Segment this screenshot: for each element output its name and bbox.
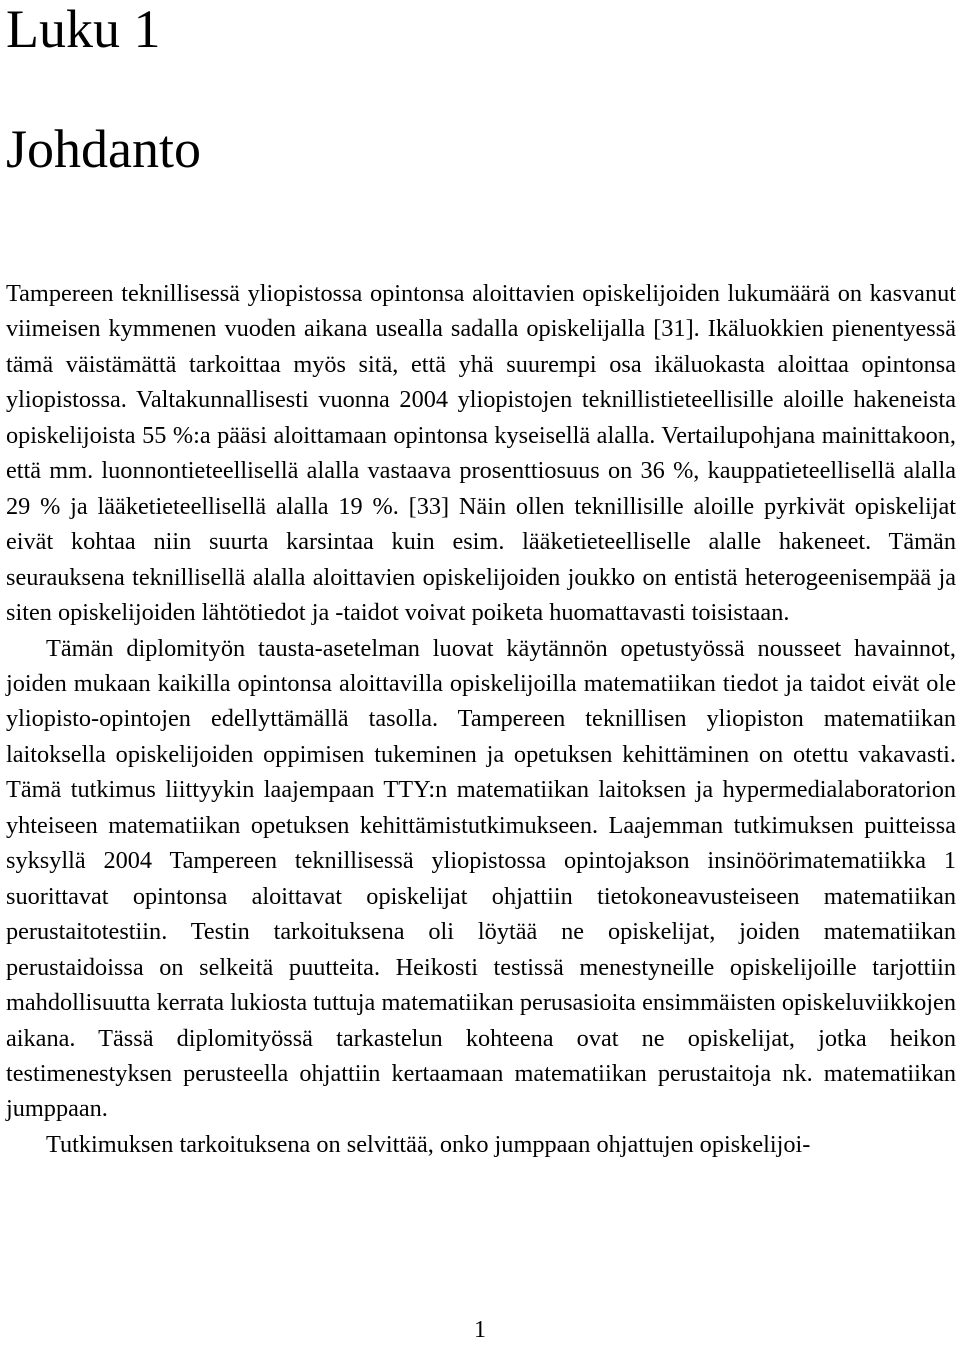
page-number: 1 (474, 1317, 486, 1343)
chapter-title: Johdanto (6, 119, 201, 179)
body-text (6, 276, 956, 1162)
paragraph-background: Tämän diplomityön tausta-asetelman luovat käytännön opetustyössä nousseet havainnot, joiden mukaan kaikilla opintonsa aloittavilla opiskelijoilla matematiikan tiedot ja taidot eivät ole yliopisto-opintojen edellyttämällä tasolla. Tampereen teknillisen yliopiston matematiikan laitoksella opiskelijoiden oppimisen tukeminen ja opetuksen kehittäminen on otettu vakavasti. Tämä tutkimus liittyykin laajempaan TTY:n matematiikan laitoksen ja hypermedialaboratorion yhteiseen matematiikan opetuksen kehittämistutkimukseen. Laajemman tutkimuksen puitteissa syksyllä 2004 Tampereen teknillisessä yliopistossa opintojakson insinöörimatematiikka 1 suorittavat opintonsa aloittavat opiskelijat ohjattiin tietokoneavusteiseen matematiikan perustaitotestiin. Testin tarkoituksena oli löytää ne opiskelijat, joiden matematiikan perustaidoissa on selkeitä puutteita. Heikosti testissä menestyneille opiskelijoille tarjottiin mahdollisuutta kerrata lukiosta tuttuja matematiikan perusasioita ensimmäisten opiskeluviikkojen aikana. Tässä diplomityössä tarkastelun kohteena ovat ne opiskelijat, jotka heikon testimenestyksen perusteella ohjattiin kertaamaan matematiikan perustaitoja nk. matematiikan jumppaan. (6, 634, 956, 1123)
paragraph-purpose: Tutkimuksen tarkoituksena on selvittää, onko jumppaan ohjattujen opiskelijoi- (46, 1130, 811, 1158)
paragraph-intro: Tampereen teknillisessä yliopistossa opintonsa aloittavien opiskelijoiden lukumäärä on kasvanut viimeisen kymmenen vuoden aikana usealla sadalla opiskelijalla [31]. Ikäluokkien pienentyessä tämä väistämättä tarkoittaa myös sitä, että yhä suurempi osa ikäluokasta aloittaa opintonsa yliopistossa. Valtakunnallisesti vuonna 2004 yliopistojen teknillistieteellisille aloille hakeneista opiskelijoista 55 %:a pääsi aloittamaan opintonsa kyseisellä alalla. Vertailupohjana mainittakoon, että mm. luonnontieteellisellä alalla vastaava prosenttiosuus on 36 %, kauppatieteellisellä alalla 29 % ja lääketieteellisellä alalla 19 %. [33] Näin ollen teknillisille aloille pyrkivät opiskelijat eivät kohtaa niin suurta karsintaa kuin esim. lääketieteelliselle alalle hakeneet. Tämän seurauksena teknillisellä alalla aloittavien opiskelijoiden joukko on entistä heterogeenisempää ja siten opiskelijoiden lähtötiedot ja -taidot voivat poiketa huomattavasti toisistaan. (6, 280, 956, 627)
chapter-label: Luku 1 (6, 0, 161, 59)
